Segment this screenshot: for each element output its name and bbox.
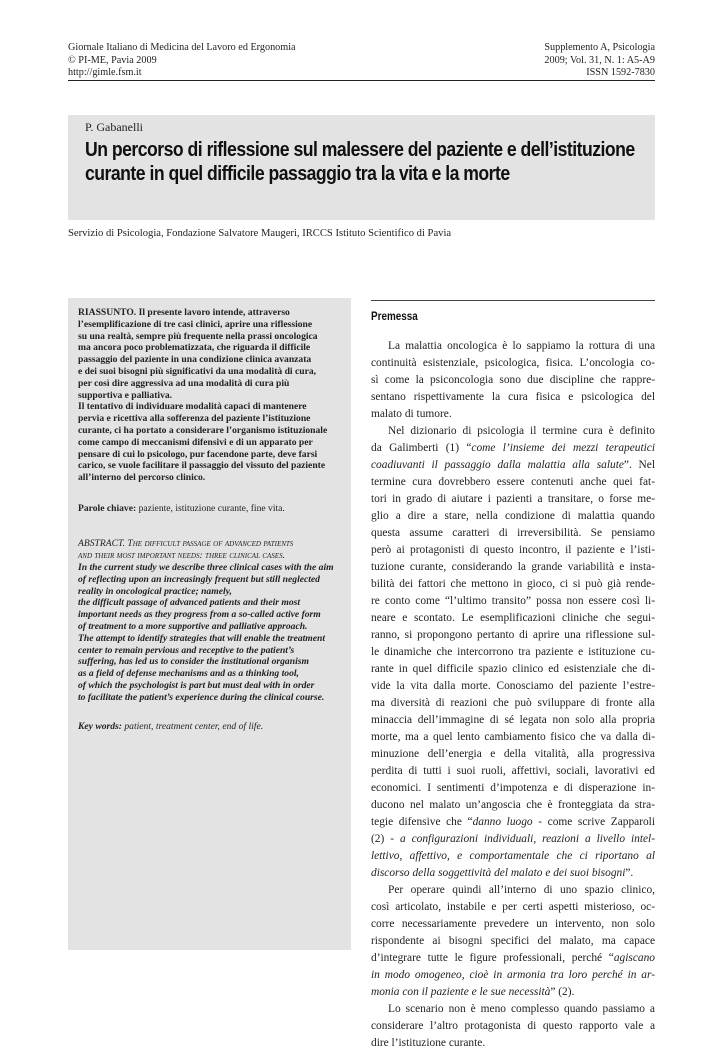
body-line [371, 763, 655, 780]
body-text: sentano rispettivamente la cura fisica e psicologica del [371, 391, 655, 403]
body-line [371, 746, 655, 763]
key-words [78, 721, 348, 733]
body-text: termine cura dovrebbero essere contenuti anche quei fat- [371, 476, 655, 488]
body-line [371, 627, 655, 644]
riassunto-line: come campo di meccanismi difensivi e di un apparato per [78, 436, 313, 448]
abstract-line: reality in oncological practice; namely, [78, 585, 232, 597]
abstract-line: center to remain pervious and receptive to the patient’s [78, 644, 295, 656]
body-line [371, 576, 655, 593]
riassunto-line: RIASSUNTO. Il presente lavoro intende, attraverso [78, 307, 290, 318]
body-line [371, 865, 655, 882]
key-words-label: Key words: [78, 721, 122, 732]
body-text: bilità dei fattori che mettono in gioco, ci si può già rende- [371, 578, 655, 590]
body-line [371, 780, 655, 797]
body-italic: danno luogo [472, 816, 533, 828]
body-text: minaccia dell’immagine di sé legata non solo alla propria [371, 714, 655, 726]
abstract-title-line: The difficult passage of advanced patients [127, 538, 294, 549]
riassunto-line: ma ancora poco problematizzata, che riguarda il difficile [78, 342, 311, 354]
volume: 2009; Vol. 31, N. 1: A5-A9 [544, 54, 655, 66]
riassunto-line: pervia e ricettiva alla sofferenza del paziente l’istituzione [78, 413, 311, 425]
abstract-line: of treatment to a more supportive and palliative approach. [78, 620, 308, 632]
premessa-body [371, 338, 655, 1052]
body-text: dire l’istituzione curante. [371, 1037, 486, 1049]
key-words-value: patient, treatment center, end of life. [124, 721, 264, 732]
abstract-line: to facilitate the patient’s experience during the clinical course. [78, 691, 325, 703]
body-text: glio a dire a stare, nella condizione di malattia quando [371, 510, 655, 522]
body-text: le dinamiche che intercorrono tra paziente e istituzione cu- [371, 646, 655, 658]
body-text: (2) - [371, 833, 400, 845]
riassunto-line: pensare di cui lo psicologo, pur facendone parte, deve farsi [78, 448, 318, 460]
abstract-line: suffering, has led us to consider the institutional organism [78, 656, 309, 668]
body-text: d’integrare tutte le figure professionali, perché “ [371, 952, 614, 964]
body-line [371, 814, 655, 831]
abstract-body [78, 562, 348, 704]
journal-name: Giornale Italiano di Medicina del Lavoro ed Ergonomia [68, 42, 296, 53]
body-text: però ai protagonisti di questo incontro, il paziente e l’isti- [371, 544, 655, 556]
riassunto-line: e dei suoi bisogni più significativi da una modalità di cura, [78, 365, 317, 377]
body-line [371, 457, 655, 474]
body-line [371, 1018, 655, 1035]
title-line: Un percorso di riflessione sul malessere del paziente e dell’istituzione [85, 138, 635, 161]
journal-info [68, 42, 296, 80]
body-line [371, 508, 655, 525]
riassunto-line: all’interno del percorso clinico. [78, 472, 206, 484]
body-italic: lettivo, affettivo, e comportamentale che ci riportano al [371, 850, 655, 862]
abstract-line: of which the psychologist is part but must deal with in order [78, 679, 315, 691]
body-line [371, 848, 655, 865]
body-italic: a configurazioni individuali, reazioni a livello intel- [399, 833, 656, 845]
body-text: re conto come “l’ultimo transito” possa non essere così li- [371, 595, 655, 607]
riassunto-line: per così dire aggressiva ad una modalità di cura più [78, 377, 290, 389]
body-line [371, 950, 655, 967]
body-text: considerare l’altro protagonista di questo rapporto vale a [371, 1020, 655, 1032]
affiliation: Servizio di Psicologia, Fondazione Salvatore Maugeri, IRCCS Istituto Scientifico di Pavia [68, 228, 452, 239]
body-text: neare e scontato. Le esemplificazioni cliniche che segui- [371, 612, 655, 624]
riassunto-line: curante, ci ha portato a considerare l’organismo istituzionale [78, 424, 328, 436]
abstract-line: important needs as they progress from a so-called active form [78, 609, 321, 621]
body-line [371, 372, 655, 389]
body-text: - come scrive Zapparoli [532, 816, 656, 828]
author: P. Gabanelli [85, 120, 143, 134]
body-text: da Galimberti (1) “ [371, 442, 472, 454]
body-text: continuità esistenziale, psicologica, fisica. L’oncologia co- [371, 357, 655, 369]
body-text: tegie difensive che “ [371, 816, 473, 828]
article-title [85, 138, 653, 186]
abstract-line: of reflecting upon an increasingly frequent but still neglected [78, 573, 320, 585]
journal-url[interactable]: http://gimle.fsm.it [68, 67, 142, 78]
riassunto [78, 307, 348, 484]
body-line [371, 491, 655, 508]
body-line [371, 916, 655, 933]
body-italic: discorso della soggettività del malato e dei suoi bisogni [371, 867, 626, 879]
body-line [371, 610, 655, 627]
abstract-title-line: and their most important needs: three clinical cases. [78, 549, 285, 561]
body-text: vide la vita dalla morte. Conosciamo del paziente l’estre- [371, 680, 655, 692]
body-text: Per operare quindi all’interno di uno spazio clinico, [388, 884, 655, 896]
body-line [371, 355, 655, 372]
section-divider [371, 300, 655, 301]
body-line [371, 1035, 655, 1052]
body-text: Nel dizionario di psicologia il termine cura è definito [388, 425, 655, 437]
parole-chiave [78, 503, 348, 515]
body-text: sì come la psiconcologia sono due discipline che rappre- [371, 374, 655, 386]
body-text: morte, ma a quel lento cambiamento fisico che va dalla di- [371, 731, 655, 743]
body-text: La malattia oncologica è lo sappiamo la rottura di una [388, 340, 655, 352]
body-line [371, 967, 655, 984]
riassunto-line: l’esemplificazione di tre casi clinici, aprire una riflessione [78, 318, 313, 330]
issue-info [544, 42, 655, 80]
body-text: tori in grado di aiutare i pazienti a transitare, o forse me- [371, 493, 655, 505]
body-line [371, 593, 655, 610]
keywords-label: Parole chiave: [78, 503, 137, 514]
abstract-line: as a field of defense mechanisms and as a thinking tool, [78, 668, 299, 680]
body-line [371, 678, 655, 695]
riassunto-line: carico, se vuole facilitare il passaggio del vissuto del paziente [78, 460, 326, 472]
body-line [371, 542, 655, 559]
body-text: minuzione dell’energia e della vitalità, alla progressiva [371, 748, 655, 760]
body-text: ma diversità di reazioni che può sviluppare di fronte alla [371, 697, 655, 709]
body-italic: monia con il paziente e le sue necessità [371, 986, 551, 998]
body-text: corre necessariamente prevedere un intervento, non solo [371, 918, 655, 930]
body-line [371, 882, 655, 899]
abstract-title [78, 538, 348, 562]
body-text: malato di tumore. [371, 408, 452, 420]
body-text: ranno, si propongono pertanto di aprire una riflessione sul- [371, 629, 655, 641]
body-line [371, 559, 655, 576]
body-italic: in modo omogeneo, cioè in armonia tra loro perché in ar- [371, 969, 655, 981]
body-line [371, 661, 655, 678]
body-text: Lo scenario non è meno complesso quando passiamo a [388, 1003, 655, 1015]
supplement: Supplemento A, Psicologia [544, 42, 655, 53]
body-text: questa assume caratteri di irreversibilità. Se pensiamo [371, 527, 655, 539]
issn: ISSN 1592-7830 [586, 67, 655, 78]
header-divider [68, 80, 655, 81]
body-line [371, 984, 655, 1001]
body-text: rispondente ai bisogni specifici del malato, ma capace [371, 935, 655, 947]
body-line [371, 797, 655, 814]
body-line [371, 899, 655, 916]
body-line [371, 423, 655, 440]
body-italic: agiscano [613, 952, 655, 964]
body-line [371, 831, 655, 848]
body-italic: coadiuvanti il passaggio dalla malattia alla salute [371, 459, 624, 471]
abstract-label: ABSTRACT. [78, 538, 125, 549]
body-line [371, 525, 655, 542]
body-line [371, 406, 655, 423]
keywords: paziente, istituzione curante, fine vita. [138, 503, 285, 514]
body-text: così articolato, instabile e per certi aspetti misterioso, oc- [371, 901, 655, 913]
riassunto-line: passaggio del paziente in una condizione clinica avanzata [78, 354, 312, 366]
body-text: economici. I sentimenti d’impotenza e di disperazione in- [371, 782, 655, 794]
body-line [371, 1001, 655, 1018]
body-line [371, 644, 655, 661]
riassunto-line: Il tentativo di individuare modalità capaci di mantenere [78, 401, 307, 413]
body-line [371, 729, 655, 746]
body-line [371, 474, 655, 491]
body-text: rante in quel difficile spazio clinico ed esistenziale che di- [371, 663, 655, 675]
riassunto-line: supportiva e palliativa. [78, 389, 173, 401]
body-text: tuzione curante, considerando la grande variabilità e insta- [371, 561, 655, 573]
abstract-line: In the current study we describe three clinical cases with the aim [78, 562, 334, 573]
riassunto-line: su una realtà, sempre più frequente nella prassi oncologica [78, 330, 318, 342]
body-text: ” (2). [550, 986, 575, 998]
title-line: curante in quel difficile passaggio tra la vita e la morte [85, 162, 510, 185]
body-italic: come l’insieme dei mezzi terapeutici [471, 442, 656, 454]
abstract-line: The attempt to identify strategies that will enable the treatment [78, 632, 326, 644]
abstract-line: the difficult passage of advanced patients and their most [78, 597, 301, 609]
body-text: ”. [625, 867, 634, 879]
body-line [371, 695, 655, 712]
body-text: ducono nel malato un’angoscia che è fronteggiata da stra- [371, 799, 655, 811]
body-text: perdita di tutti i suoi ruoli, affettivi, sociali, lavorativi ed [371, 765, 655, 777]
body-text: ”. Nel [623, 459, 655, 471]
section-heading: Premessa [371, 311, 418, 323]
body-line [371, 933, 655, 950]
body-line [371, 338, 655, 355]
body-line [371, 712, 655, 729]
body-line [371, 389, 655, 406]
publisher: © PI-ME, Pavia 2009 [68, 54, 157, 66]
body-line [371, 440, 655, 457]
